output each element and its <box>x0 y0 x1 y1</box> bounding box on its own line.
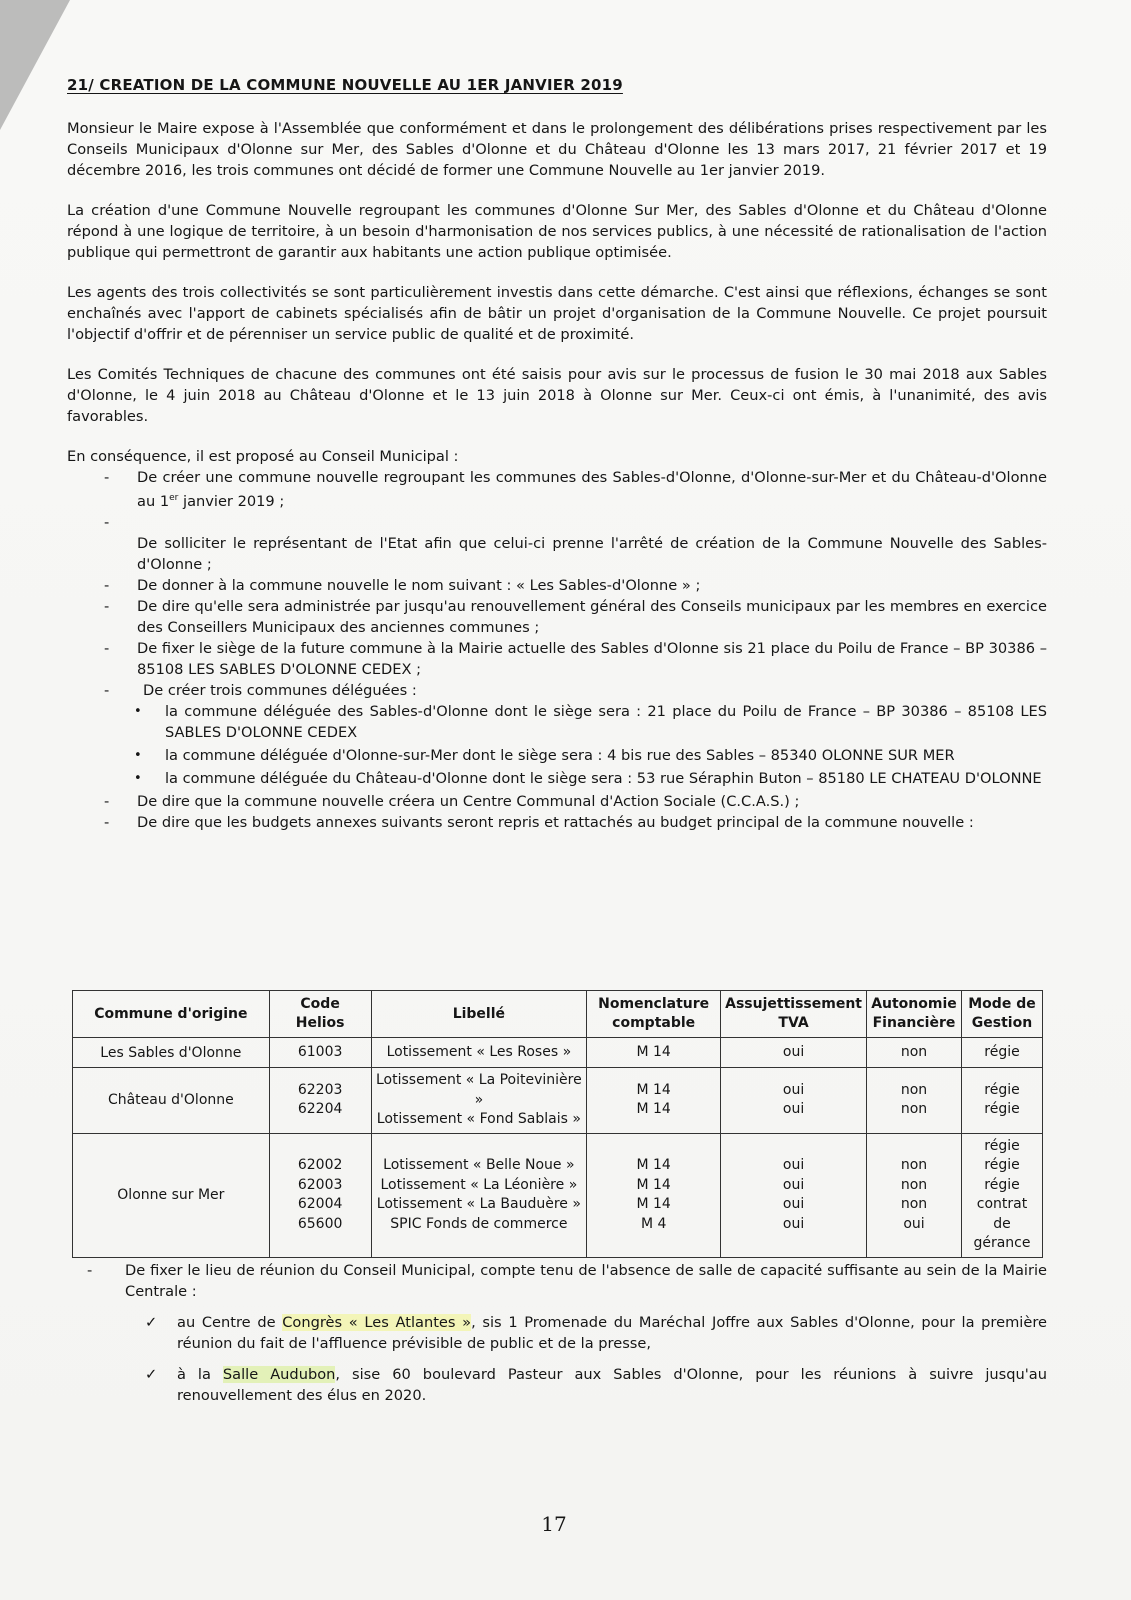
cell-autonomie: non <box>867 1038 962 1068</box>
list-item <box>67 512 1047 533</box>
checkmark-icon: ✓ <box>145 1314 158 1331</box>
table-row <box>73 1038 1043 1068</box>
list-item <box>67 812 1047 833</box>
cell-autonomie: non non <box>867 1068 962 1134</box>
item-text: De créer une commune nouvelle regroupant les communes des Sables-d'Olonne, d'Olonne-sur-Mer et du Château-d'Olonne au 1 <box>137 469 1047 510</box>
dash-marker: - <box>104 576 110 594</box>
item-text: janvier 2019 ; <box>178 492 285 510</box>
header-gestion: Mode de Gestion <box>961 991 1042 1038</box>
delegated-communes-list <box>67 701 1047 789</box>
meeting-place <box>67 1312 1047 1354</box>
list-item <box>67 533 1047 575</box>
dash-marker: - <box>104 792 110 810</box>
cell-commune: Château d'Olonne <box>73 1068 270 1134</box>
dash-marker: - <box>87 1262 93 1279</box>
header-nomenclature: Nomenclature comptable <box>587 991 721 1038</box>
folded-corner <box>0 0 70 130</box>
list-item <box>67 638 1047 680</box>
item-text: De solliciter le représentant de l'Etat afin que celui-ci prenne l'arrêté de création de la Commune Nouvelle des Sables-d'Olonne ; <box>137 534 1047 573</box>
section-heading: 21/ CREATION DE LA COMMUNE NOUVELLE AU 1ER JANVIER 2019 <box>67 76 623 94</box>
cell-commune: Olonne sur Mer <box>73 1133 270 1257</box>
item-text: la commune déléguée des Sables-d'Olonne dont le siège sera : 21 place du Poilu de France – BP 30386 – 85108 LES SABLES D'OLONNE CEDEX <box>165 702 1047 741</box>
paragraph: Monsieur le Maire expose à l'Assemblée que conformément et dans le prolongement des délibérations prises respectivement par les Conseils Municipaux d'Olonne sur Mer, des Sables d'Olonne et du Château d'Olonne les 13 mars 2017, 21 février 2017 et 19 décembre 2016, les trois communes ont décidé de former une Commune Nouvelle au 1er janvier 2019. <box>67 120 1047 179</box>
cell-libelle: Lotissement « Les Roses » <box>371 1038 587 1068</box>
list-item <box>67 575 1047 596</box>
meeting-place <box>67 1364 1047 1406</box>
bullet-marker: • <box>134 747 142 763</box>
item-text: , sise 60 boulevard Pasteur aux Sables d'Olonne, pour les réunions à suivre jusqu'au renouvellement des élus en 2020. <box>177 1366 1048 1404</box>
cell-libelle: Lotissement « La Poitevinière » Lotissement « Fond Sablais » <box>371 1068 587 1134</box>
item-text: la commune déléguée d'Olonne-sur-Mer dont le siège sera : 4 bis rue des Sables – 85340 OLONNE SUR MER <box>165 746 955 764</box>
cell-autonomie: non non non oui <box>867 1133 962 1257</box>
proposal-intro: En conséquence, il est proposé au Conseil Municipal : <box>67 448 459 465</box>
cell-nomenclature: M 14 M 14 <box>587 1068 721 1134</box>
paragraph: Les agents des trois collectivités se sont particulièrement investis dans cette démarche. C'est ainsi que réflexions, échanges se sont enchaînés avec l'apport de cabinets spécialisés afin de bâtir un projet d'organisation de la Commune Nouvelle. Ce projet poursuit l'objectif d'offrir et de pérenniser un service public de qualité et de proximité. <box>67 284 1047 343</box>
body-text <box>67 118 1047 833</box>
cell-code: 61003 <box>269 1038 371 1068</box>
cell-nomenclature: M 14 <box>587 1038 721 1068</box>
cell-code: 62203 62204 <box>269 1068 371 1134</box>
header-tva: Assujettissement TVA <box>721 991 867 1038</box>
table-row <box>73 1133 1043 1257</box>
list-item <box>67 596 1047 638</box>
item-sup: er <box>169 493 179 503</box>
header-libelle: Libellé <box>371 991 587 1038</box>
item-text: De fixer le siège de la future commune à la Mairie actuelle des Sables d'Olonne sis 21 place du Poilu de France – BP 30386 – 85108 LES SABLES D'OLONNE CEDEX ; <box>137 639 1047 678</box>
cell-commune: Les Sables d'Olonne <box>73 1038 270 1068</box>
header-code: Code Helios <box>269 991 371 1038</box>
list-item <box>67 791 1047 812</box>
proposal-list <box>67 467 1047 833</box>
table-header-row <box>73 991 1043 1038</box>
paragraph: La création d'une Commune Nouvelle regroupant les communes d'Olonne Sur Mer, des Sables d'Olonne et du Château d'Olonne répond à une logique de territoire, à un besoin d'harmonisation de nos services publics, à une nécessité de rationalisation de l'action publique qui permettront de garantir aux habitants une action publique optimisée. <box>67 202 1047 261</box>
cell-gestion: régie <box>961 1038 1042 1068</box>
item-text: De dire que les budgets annexes suivants seront repris et rattachés au budget principal de la commune nouvelle : <box>137 813 974 831</box>
highlighted-text: Congrès « Les Atlantes » <box>282 1314 472 1331</box>
cell-code: 62002 62003 62004 65600 <box>269 1133 371 1257</box>
bullet-marker: • <box>134 703 142 719</box>
highlighted-text: Salle Audubon <box>222 1366 336 1383</box>
bullet-marker: • <box>134 770 142 786</box>
paragraph: Les Comités Techniques de chacune des communes ont été saisis pour avis sur le processus de fusion le 30 mai 2018 aux Sables d'Olonne, le 4 juin 2018 au Château d'Olonne et le 13 juin 2018 à Olonne sur Mer. Ceux-ci ont émis, à l'unanimité, des avis favorables. <box>67 366 1047 425</box>
list-item <box>67 1260 1047 1302</box>
item-text: De créer trois communes déléguées : <box>143 681 417 699</box>
dash-marker: - <box>104 469 110 486</box>
item-text: la commune déléguée du Château-d'Olonne dont le siège sera : 53 rue Séraphin Buton – 85180 LE CHATEAU D'OLONNE <box>165 769 1042 787</box>
meeting-list <box>67 1260 1047 1302</box>
page-number: 17 <box>541 1512 567 1536</box>
item-text: De dire qu'elle sera administrée par jusqu'au renouvellement général des Conseils municipaux par les membres en exercice des Conseillers Municipaux des anciennes communes ; <box>137 597 1047 636</box>
budgets-table <box>72 990 1043 1258</box>
item-text: De fixer le lieu de réunion du Conseil Municipal, compte tenu de l'absence de salle de capacité suffisante au sein de la Mairie Centrale : <box>125 1262 1047 1300</box>
meeting-section <box>67 1260 1047 1416</box>
header-commune: Commune d'origine <box>73 991 270 1038</box>
item-text: , sis 1 Promenade du Maréchal Joffre aux Sables d'Olonne, pour la première réunion du fait de l'affluence prévisible de public et de la presse, <box>177 1314 1047 1352</box>
cell-libelle: Lotissement « Belle Noue » Lotissement « La Léonière » Lotissement « La Bauduère » SPIC Fonds de commerce <box>371 1133 587 1257</box>
cell-tva: oui <box>721 1038 867 1068</box>
checkmark-icon: ✓ <box>145 1366 158 1383</box>
dash-marker: - <box>104 639 110 657</box>
dash-marker: - <box>104 813 110 831</box>
cell-tva: oui oui <box>721 1068 867 1134</box>
table-row <box>73 1068 1043 1134</box>
dash-marker: - <box>104 681 110 699</box>
cell-gestion: régie régie <box>961 1068 1042 1134</box>
item-text: au Centre de <box>177 1314 283 1331</box>
dash-marker: - <box>104 597 110 615</box>
header-autonomie: Autonomie Financière <box>867 991 962 1038</box>
list-item <box>67 680 1047 789</box>
delegated-commune <box>67 701 1047 743</box>
cell-gestion: régie régie régie contrat de gérance <box>961 1133 1042 1257</box>
meeting-places-list <box>67 1312 1047 1406</box>
delegated-commune <box>67 745 1047 766</box>
item-text: De dire que la commune nouvelle créera un Centre Communal d'Action Sociale (C.C.A.S.) ; <box>137 792 800 810</box>
cell-nomenclature: M 14 M 14 M 14 M 4 <box>587 1133 721 1257</box>
item-text: De donner à la commune nouvelle le nom suivant : « Les Sables-d'Olonne » ; <box>137 576 701 594</box>
delegated-commune <box>67 768 1047 789</box>
list-item <box>67 467 1047 512</box>
dash-marker: - <box>104 513 110 531</box>
item-text: à la <box>177 1366 223 1383</box>
cell-tva: oui oui oui oui <box>721 1133 867 1257</box>
